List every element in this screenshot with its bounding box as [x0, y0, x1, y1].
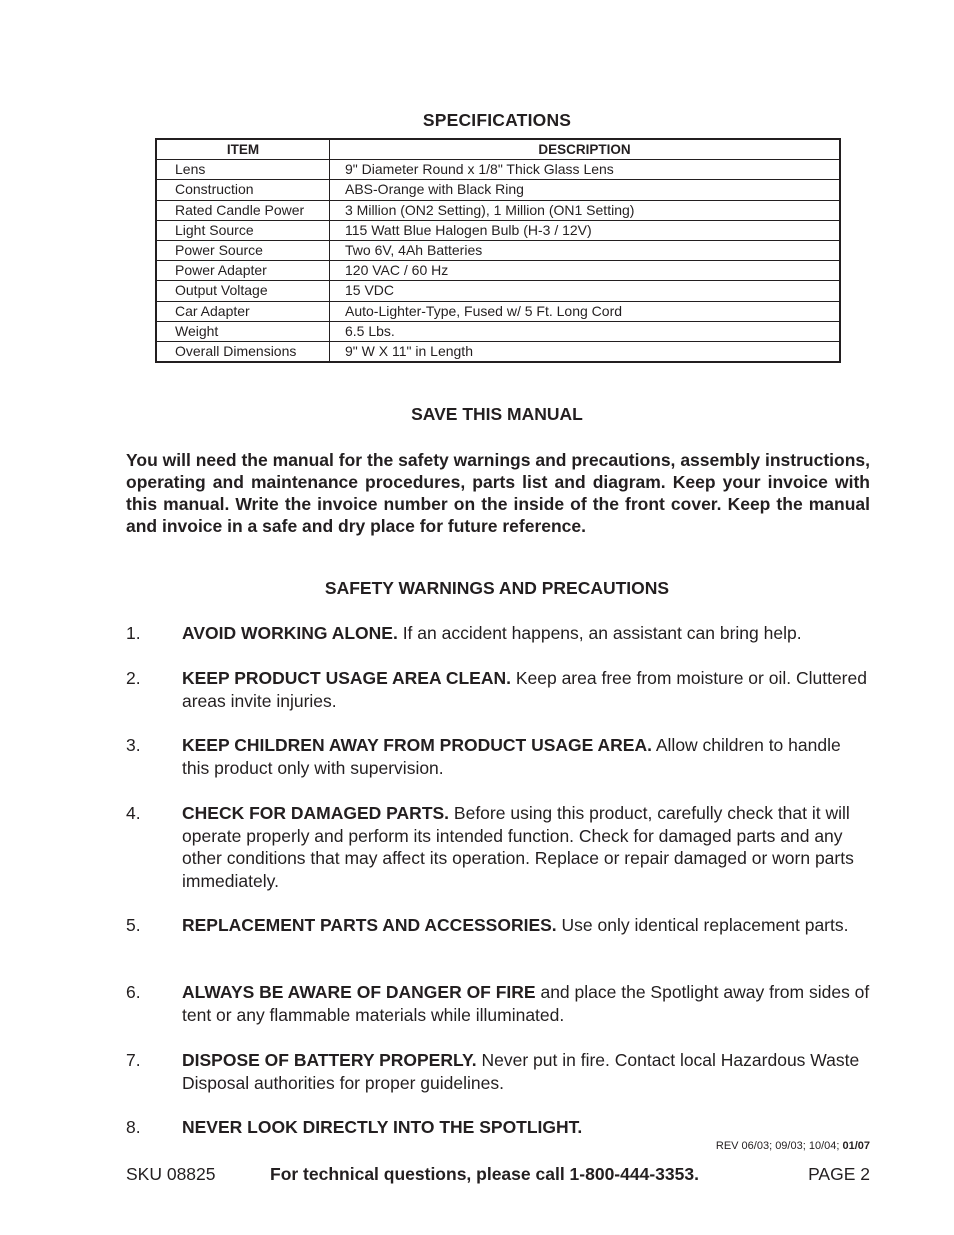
item-heading: KEEP PRODUCT USAGE AREA CLEAN. [182, 668, 511, 688]
table-row [156, 301, 840, 321]
header-item: ITEM [156, 139, 330, 160]
spec-description: 115 Watt Blue Halogen Bulb (H-3 / 12V) [330, 220, 841, 240]
item-text: Allow children to handle this product only with supervision. [182, 735, 841, 778]
safety-item-5 [126, 914, 870, 937]
tech-support-line: For technical questions, please call 1-800-444-3353. [270, 1164, 699, 1184]
spec-description: Two 6V, 4Ah Batteries [330, 240, 841, 260]
item-number: 8. [126, 1117, 141, 1137]
item-text: and place the Spotlight away from sides of tent or any flammable materials while illuminated. [182, 982, 870, 1025]
item-heading: AVOID WORKING ALONE. [182, 623, 398, 643]
item-number: 3. [126, 735, 141, 755]
item-number: 1. [126, 623, 141, 643]
revision-dates: REV 06/03; 09/03; 10/04; [715, 1140, 843, 1152]
safety-item-6 [126, 981, 870, 1026]
table-row [156, 321, 840, 341]
table-row [156, 220, 840, 240]
item-text: Keep area free from moisture or oil. Cluttered areas invite injuries. [182, 668, 867, 711]
spec-item: Car Adapter [156, 301, 330, 321]
item-text: Before using this product, carefully check that it will operate properly and perform its intended function. Check for damaged parts and any other conditions that may affect its operation. Replace or repair damaged or worn parts immediately. [182, 803, 854, 891]
spec-item: Lens [156, 160, 330, 180]
item-number: 4. [126, 803, 141, 823]
safety-item-8 [126, 1116, 870, 1139]
item-heading: KEEP CHILDREN AWAY FROM PRODUCT USAGE AREA. [182, 735, 652, 755]
spec-description: ABS-Orange with Black Ring [330, 180, 841, 200]
revision-latest: 01/07 [842, 1140, 870, 1152]
safety-item-3 [126, 734, 870, 779]
item-heading: ALWAYS BE AWARE OF DANGER OF FIRE [182, 982, 536, 1002]
revision-note [716, 1140, 870, 1152]
spec-description: 9" Diameter Round x 1/8" Thick Glass Lens [330, 160, 841, 180]
safety-item-1 [126, 622, 870, 645]
specifications-table [155, 138, 841, 363]
item-number: 6. [126, 982, 141, 1002]
table-row [156, 180, 840, 200]
table-row [156, 261, 840, 281]
spec-description: Auto-Lighter-Type, Fused w/ 5 Ft. Long Cord [330, 301, 841, 321]
item-heading: NEVER LOOK DIRECTLY INTO THE SPOTLIGHT. [182, 1117, 583, 1137]
header-description: DESCRIPTION [330, 139, 841, 160]
safety-item-7 [126, 1049, 870, 1094]
item-heading: CHECK FOR DAMAGED PARTS. [182, 803, 450, 823]
spec-item: Weight [156, 321, 330, 341]
spec-description: 120 VAC / 60 Hz [330, 261, 841, 281]
item-text: If an accident happens, an assistant can bring help. [397, 623, 802, 643]
spec-description: 3 Million (ON2 Setting), 1 Million (ON1 Setting) [330, 200, 841, 220]
item-heading: REPLACEMENT PARTS AND ACCESSORIES. [182, 915, 557, 935]
spec-item: Output Voltage [156, 281, 330, 301]
spec-description: 15 VDC [330, 281, 841, 301]
table-row [156, 281, 840, 301]
specifications-title: SPECIFICATIONS [422, 110, 572, 130]
table-header-row [156, 139, 840, 160]
table-row [156, 160, 840, 180]
page-number: PAGE 2 [808, 1164, 870, 1184]
spec-item: Construction [156, 180, 330, 200]
table-row [156, 240, 840, 260]
save-manual-body: You will need the manual for the safety warnings and precautions, assembly instructions, operating and maintenance procedures, parts list and diagram. Keep your invoice with this manual. Write the invoice number on the inside of the front cover. Keep the manual and invoice in a safe and dry place for future reference. [126, 450, 870, 536]
item-text: Never put in fire. Contact local Hazardous Waste Disposal authorities for proper guidelines. [182, 1050, 860, 1093]
item-number: 2. [126, 668, 141, 688]
save-manual-title: SAVE THIS MANUAL [411, 404, 583, 424]
item-text: Use only identical replacement parts. [556, 915, 849, 935]
spec-item: Power Adapter [156, 261, 330, 281]
table-row [156, 200, 840, 220]
spec-item: Rated Candle Power [156, 200, 330, 220]
sku-label: SKU 08825 [126, 1164, 216, 1184]
spec-item: Power Source [156, 240, 330, 260]
item-number: 5. [126, 915, 141, 935]
safety-item-2 [126, 667, 870, 712]
spec-description: 6.5 Lbs. [330, 321, 841, 341]
spec-item: Light Source [156, 220, 330, 240]
spec-description: 9" W X 11" in Length [330, 341, 841, 362]
spec-item: Overall Dimensions [156, 341, 330, 362]
item-number: 7. [126, 1050, 141, 1070]
table-row [156, 341, 840, 362]
safety-title: SAFETY WARNINGS AND PRECAUTIONS [324, 578, 670, 598]
safety-item-4 [126, 802, 870, 892]
item-heading: DISPOSE OF BATTERY PROPERLY. [182, 1050, 477, 1070]
